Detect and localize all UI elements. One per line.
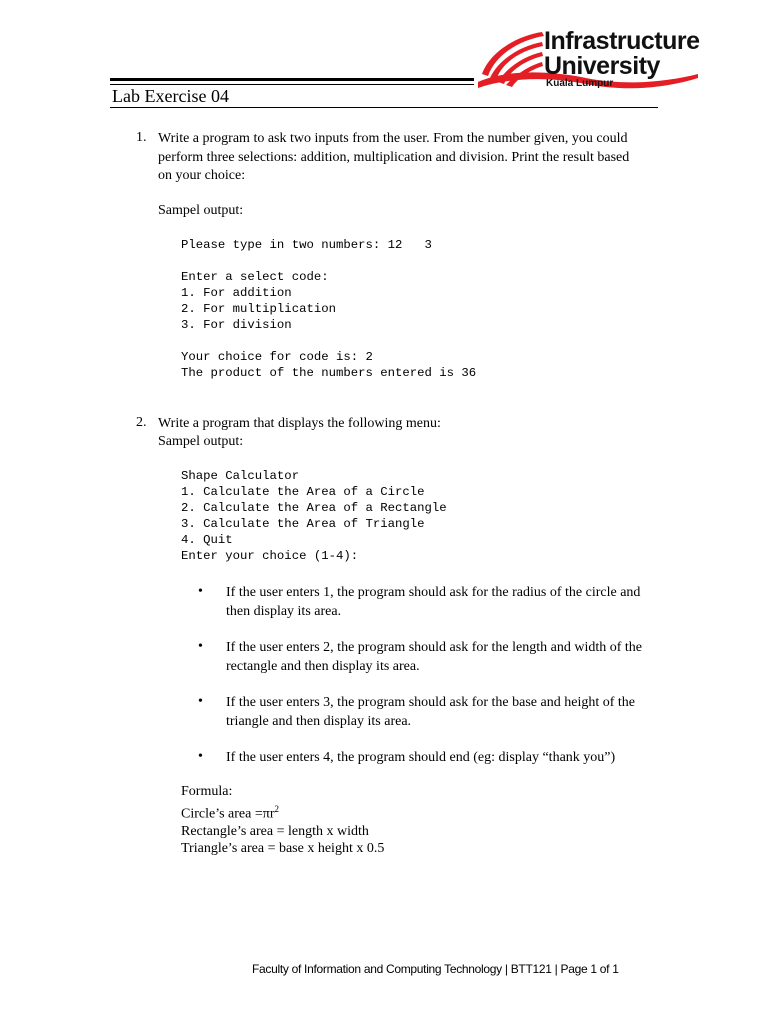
bullet-icon: • — [198, 584, 203, 599]
question-2-sample-output: Shape Calculator 1. Calculate the Area of a Circle 2. Calculate the Area of a Rectangle 3. Calculate the Area of Triangle 4. Quit Enter your choice (1-4): — [181, 469, 447, 563]
question-1-sample-output: Please type in two numbers: 12 3 Enter a select code: 1. For addition 2. For multiplication 3. For division Your choice for code is: 2 The product of the numbers entered is 36 — [181, 238, 477, 380]
header-rule-thick — [110, 78, 474, 81]
university-logo-text — [544, 28, 700, 90]
formula-circle — [181, 801, 384, 823]
logo-line-university: University — [544, 52, 660, 80]
formula-label: Formula: — [181, 784, 233, 799]
question-2-sample-label: Sampel output: — [158, 434, 244, 449]
formula-rectangle: Rectangle’s area = length x width — [181, 823, 369, 839]
question-1-sample-label: Sampel output: — [158, 203, 244, 218]
formula-block — [181, 783, 384, 858]
logo-line-infrastructure: Infrastructure — [544, 27, 700, 55]
title-underline — [110, 107, 658, 108]
page-footer: Faculty of Information and Computing Technology | BTT121 | Page 1 of 1 — [252, 962, 619, 976]
header-rule-thin — [110, 84, 474, 85]
bullet-item-2: If the user enters 2, the program should ask for the length and width of the rectangle and then display its area. — [226, 640, 643, 674]
formula-circle-text: Circle’s area =πr — [181, 806, 275, 822]
bullet-icon: • — [198, 749, 203, 764]
logo-line-location: Kuala Lumpur — [546, 78, 614, 89]
question-2-number: 2. — [136, 415, 147, 430]
formula-triangle: Triangle’s area = base x height x 0.5 — [181, 841, 385, 857]
bullet-item-4: If the user enters 4, the program should end (eg: display “thank you”) — [226, 750, 616, 765]
bullet-icon: • — [198, 639, 203, 654]
bullet-icon: • — [198, 694, 203, 709]
question-1-text: Write a program to ask two inputs from the user. From the number given, you could perform three selections: addition, multiplication and division. Print the result based on your choice: — [158, 131, 630, 183]
bullet-item-3: If the user enters 3, the program should ask for the base and height of the triangle and then display its area. — [226, 695, 635, 729]
page-title: Lab Exercise 04 — [112, 86, 229, 106]
question-2-text: Write a program that displays the following menu: — [158, 416, 441, 431]
bullet-item-1: If the user enters 1, the program should ask for the radius of the circle and then display its area. — [226, 585, 641, 619]
question-1-number: 1. — [136, 130, 147, 145]
formula-circle-exponent: 2 — [274, 803, 279, 814]
